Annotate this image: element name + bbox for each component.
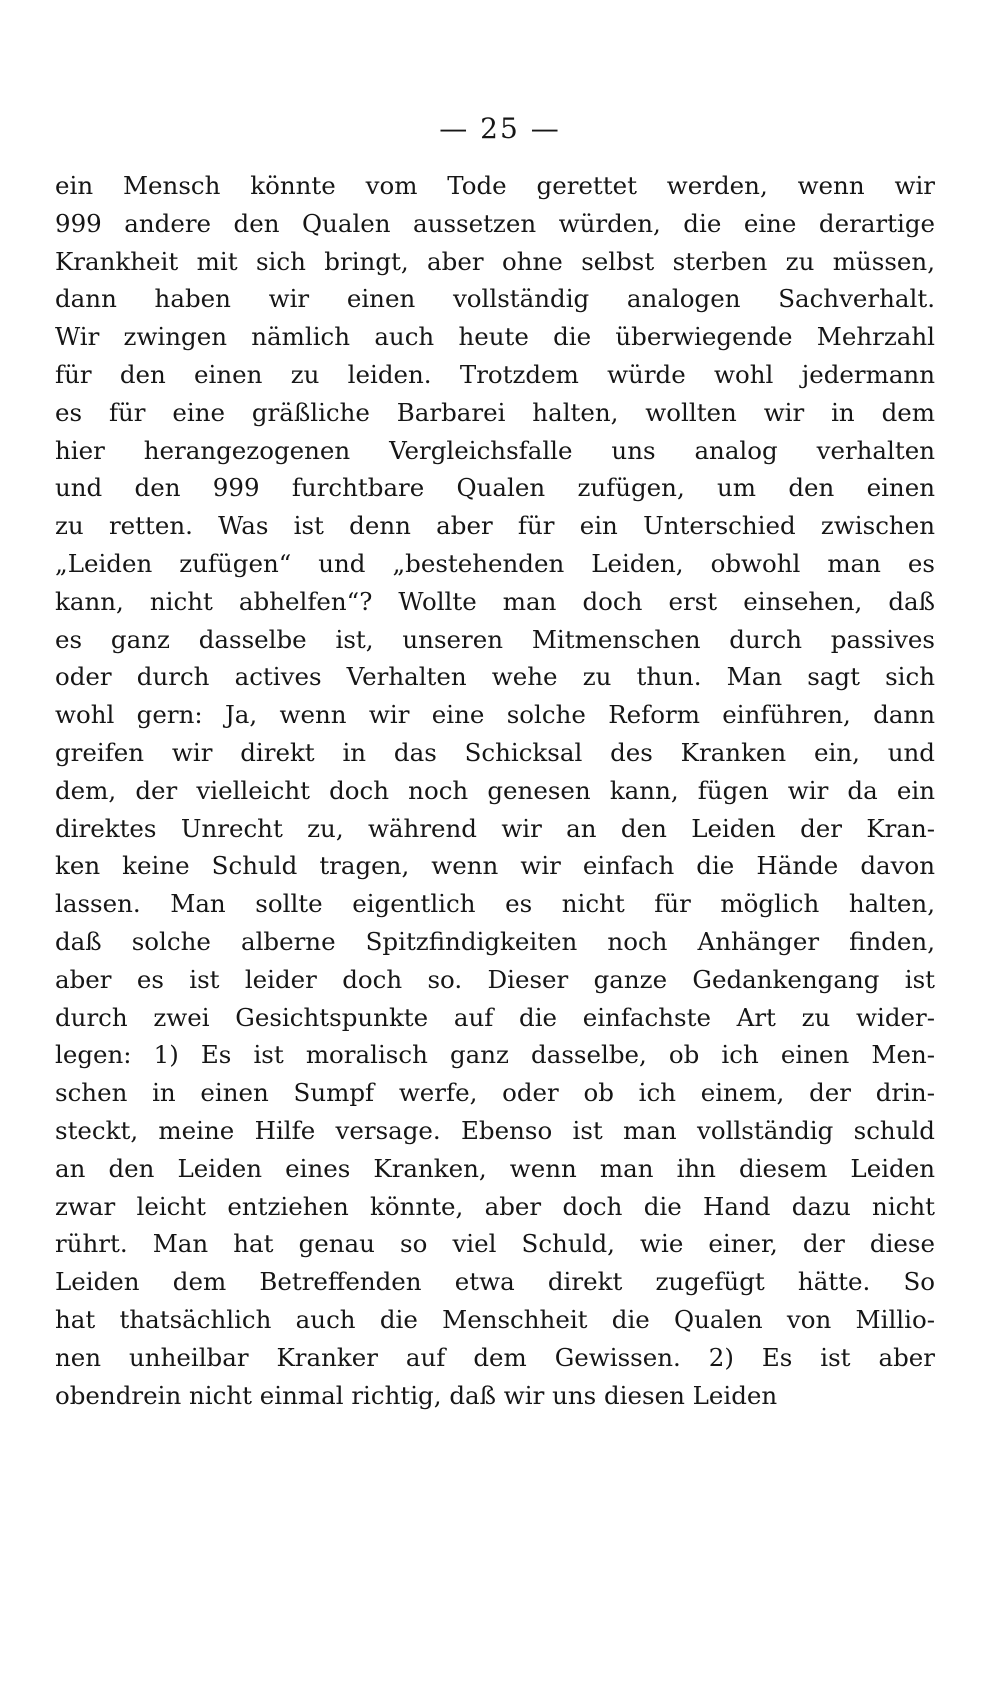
text-line: nen unheilbar Kranker auf dem Gewissen. 2) Es ist aber — [55, 1342, 935, 1372]
text-line: durch zwei Gesichtspunkte auf die einfachste Art zu wider- — [55, 1002, 935, 1032]
text-line: rührt. Man hat genau so viel Schuld, wie einer, der diese — [55, 1229, 935, 1259]
text-line: schen in einen Sumpf werfe, oder ob ich einem, der drin- — [55, 1078, 935, 1108]
text-line: steckt, meine Hilfe versage. Ebenso ist man vollständig schuld — [55, 1115, 935, 1145]
text-line: legen: 1) Es ist moralisch ganz dasselbe, ob ich einen Men- — [55, 1040, 935, 1070]
text-line: es für eine gräßliche Barbarei halten, wollten wir in dem — [55, 397, 935, 427]
text-line: dem, der vielleicht doch noch genesen kann, fügen wir da ein — [55, 775, 935, 805]
text-line: wohl gern: Ja, wenn wir eine solche Reform einführen, dann — [55, 700, 935, 730]
text-line: hat thatsächlich auch die Menschheit die Qualen von Millio- — [55, 1304, 935, 1334]
text-line: Wir zwingen nämlich auch heute die überwiegende Mehrzahl — [55, 322, 935, 352]
text-line: obendrein nicht einmal richtig, daß wir uns diesen Leiden — [55, 1380, 778, 1410]
text-line: an den Leiden eines Kranken, wenn man ihn diesem Leiden — [55, 1153, 935, 1183]
text-line: greifen wir direkt in das Schicksal des Kranken ein, und — [55, 737, 935, 767]
text-line: kann, nicht abhelfen“? Wollte man doch erst einsehen, daß — [55, 586, 935, 616]
text-line: 999 andere den Qualen aussetzen würden, die eine derartige — [55, 208, 935, 238]
body-text — [55, 167, 935, 1414]
text-line: ein Mensch könnte vom Tode gerettet werden, wenn wir — [55, 171, 935, 200]
text-line: zwar leicht entziehen könnte, aber doch die Hand dazu nicht — [55, 1191, 935, 1221]
text-line: für den einen zu leiden. Trotzdem würde wohl jedermann — [55, 359, 935, 389]
text-line: es ganz dasselbe ist, unseren Mitmenschen durch passives — [55, 624, 935, 654]
text-line: ken keine Schuld tragen, wenn wir einfach die Hände davon — [55, 851, 935, 881]
text-line: zu retten. Was ist denn aber für ein Unterschied zwischen — [55, 511, 935, 541]
text-line: daß solche alberne Spitzfindigkeiten noch Anhänger finden, — [55, 926, 935, 956]
text-line: „Leiden zufügen“ und „bestehenden Leiden, obwohl man es — [55, 548, 935, 578]
page-number: — 25 — — [439, 112, 561, 145]
text-line: aber es ist leider doch so. Dieser ganze Gedankengang ist — [55, 964, 935, 994]
text-line: und den 999 furchtbare Qualen zufügen, um den einen — [55, 473, 935, 503]
text-line: dann haben wir einen vollständig analogen Sachverhalt. — [55, 284, 935, 314]
text-line: direktes Unrecht zu, während wir an den Leiden der Kran- — [55, 813, 935, 843]
text-line: hier herangezogenen Vergleichsfalle uns analog verhalten — [55, 435, 935, 465]
text-line: Krankheit mit sich bringt, aber ohne selbst sterben zu müssen, — [55, 246, 935, 276]
text-line: Leiden dem Betreffenden etwa direkt zugefügt hätte. So — [55, 1267, 935, 1297]
text-line: lassen. Man sollte eigentlich es nicht für möglich halten, — [55, 889, 935, 919]
text-line: oder durch actives Verhalten wehe zu thun. Man sagt sich — [55, 662, 935, 692]
